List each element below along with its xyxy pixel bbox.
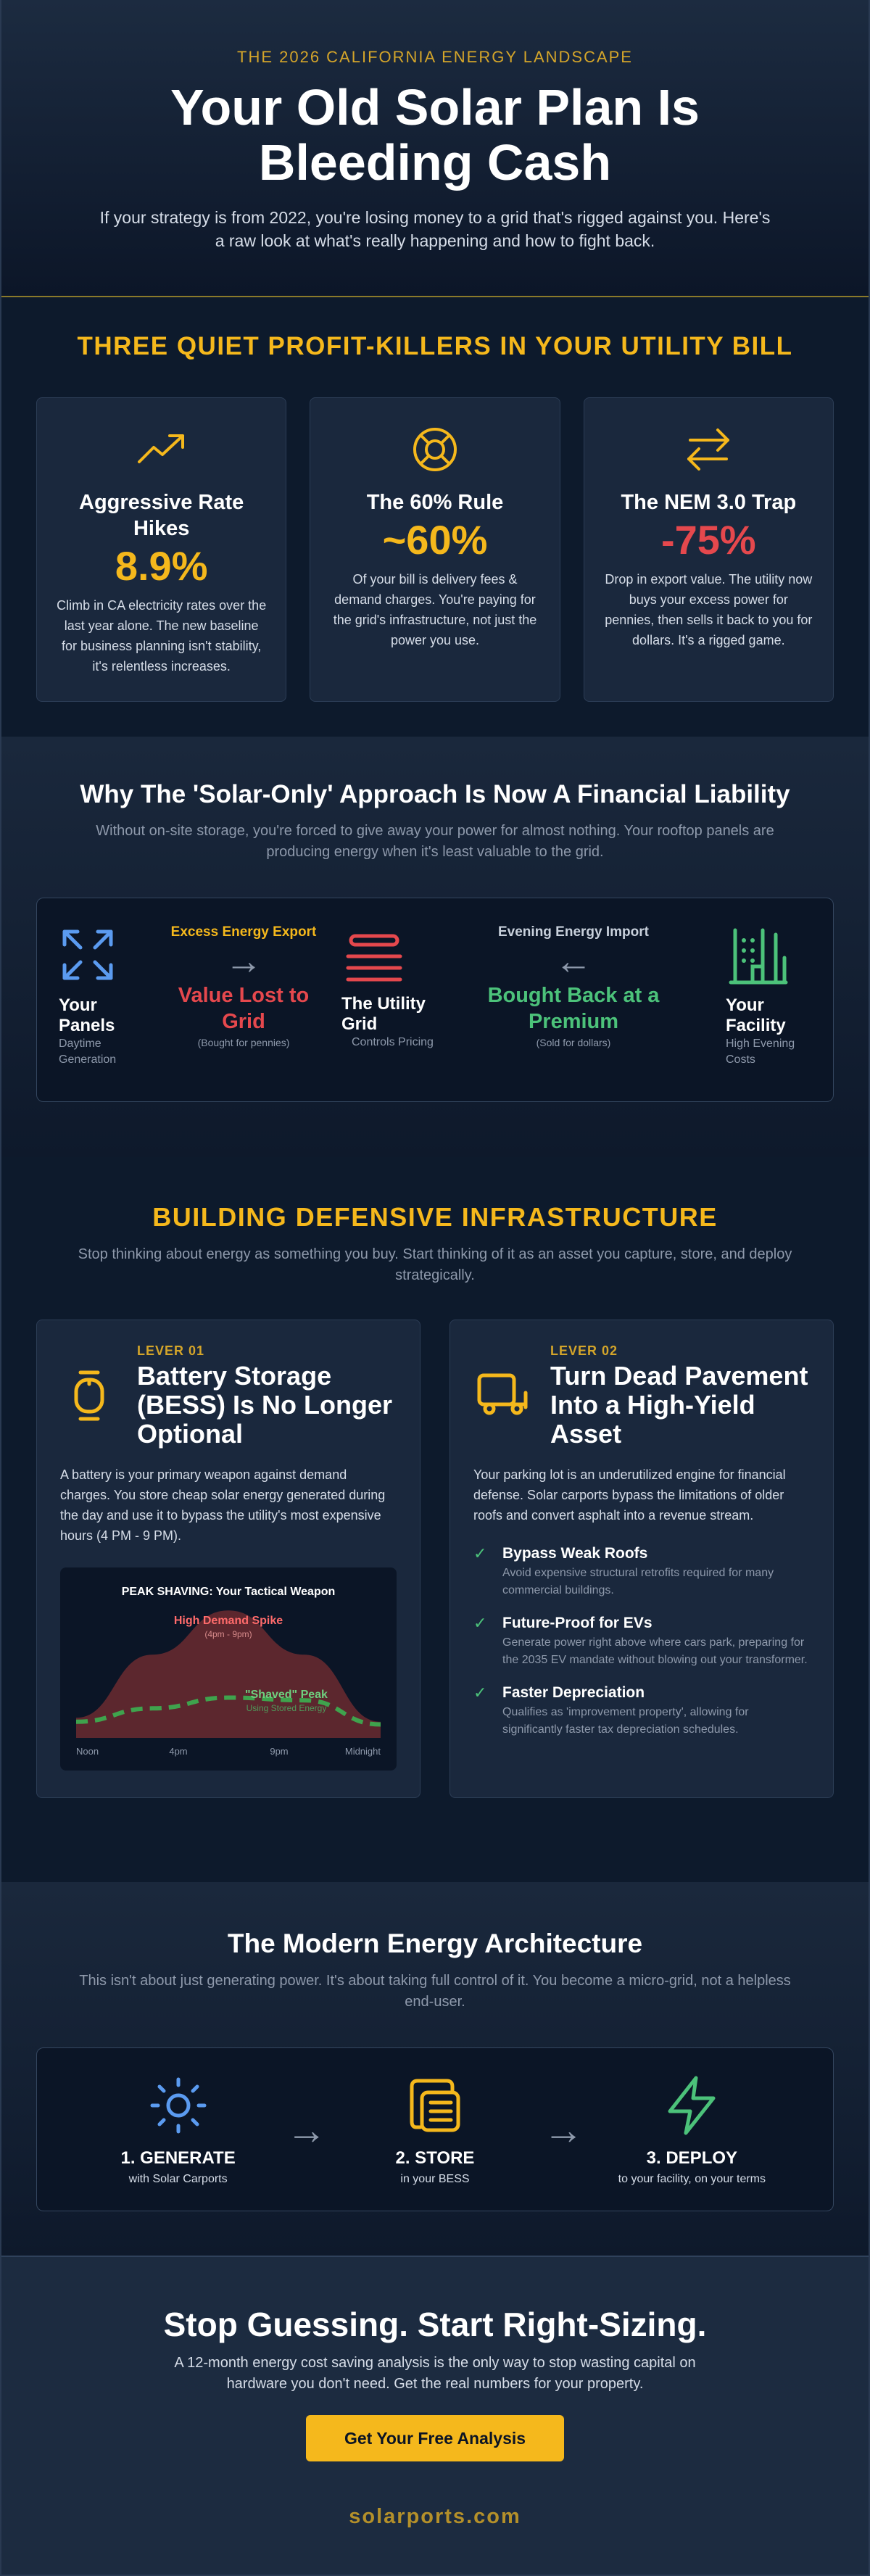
export-result: Value Lost to Grid [178,984,310,1033]
hero-title: Your Old Solar Plan Is Bleeding Cash [170,79,700,191]
benefit-title: Future-Proof for EVs [502,1615,652,1631]
sun-icon [91,2073,265,2138]
list-item [473,1614,810,1669]
step-sub: to your facility, on your terms [618,2173,766,2185]
list-item [473,1544,810,1599]
benefit-text: Generate power right above where cars park, preparing for the 2035 EV mandate without blowing out your transformer. [502,1636,808,1666]
grid-icon [341,933,407,984]
step-title: 2. STORE [395,2148,475,2168]
step-sub: with Solar Carports [128,2173,228,2185]
profit-killer-cards [1,397,869,702]
lever-title: Battery Storage (BESS) Is No Longer Optional [137,1361,393,1449]
profit-killers-section [1,297,869,737]
lever-tag: LEVER 01 [137,1343,205,1358]
step-title: 3. DEPLOY [646,2148,738,2168]
card-text: Drop in export value. The utility now buys your excess power for pennies, then sells it back to you for dollars. It's a rigged game. [605,572,813,647]
lever-carports [450,1320,834,1798]
chart-title: PEAK SHAVING: Your Tactical Weapon [121,1586,336,1598]
flow-panels [59,927,146,1068]
card-rate-hikes [36,397,286,702]
cta-section [1,2256,869,2575]
card-stat: 8.9% [115,543,208,589]
defensive-subtitle: Stop thinking about energy as something you buy. Start thinking of it as an asset you capture, store, and deploy strategically. [78,1246,792,1283]
card-sixty-rule [310,397,560,702]
architecture-steps [36,2047,834,2211]
shaved-annotation-note: Using Stored Energy [246,1703,327,1713]
flow-grid [341,933,443,1051]
brand-link[interactable]: solarports.com [349,2505,521,2528]
panels-sub: Daytime Generation [59,1038,117,1066]
architecture-section [1,1882,869,2256]
step-deploy [605,2073,779,2186]
swap-icon [603,426,814,473]
grid-title: The Utility Grid [341,994,426,1034]
liability-subtitle: Without on-site storage, you're forced to give away your power for almost nothing. Your rooftop panels are producing energy when it's least valuable to the grid. [96,823,774,860]
import-label: Evening Energy Import [498,924,649,940]
energy-flow-diagram [36,898,834,1102]
cta-text: A 12-month energy cost saving analysis is the only way to stop wasting capital on hardware you don't need. Get the real numbers for your property. [174,2355,696,2392]
facility-sub: High Evening Costs [726,1038,795,1066]
card-nem-trap [584,397,834,702]
levers [1,1320,869,1798]
spike-annotation: High Demand Spike [173,1615,283,1627]
shaved-annotation: "Shaved" Peak [245,1689,328,1701]
check-icon: ✓ [473,1614,487,1632]
benefit-list [473,1544,810,1739]
lever-header [60,1343,397,1449]
flow-import [479,924,668,1051]
building-icon [726,924,791,985]
x-tick-label: Noon [76,1746,99,1757]
benefit-title: Faster Depreciation [502,1684,645,1701]
x-tick-label: Midnight [344,1746,381,1757]
step-sub: in your BESS [400,2173,470,2185]
lever-body: A battery is your primary weapon against demand charges. You store cheap solar energy generated during the day and use it to bypass the utility's most expensive hours (4 PM - 9 PM). [60,1467,386,1543]
battery-icon [60,1358,118,1430]
card-text: Climb in CA electricity rates over the last year alone. The new baseline for business planning isn't stability, it's relentless increases. [57,598,267,674]
defensive-section [1,1157,869,1882]
arrow-right-icon: → [543,2106,584,2153]
export-note: (Bought for pennies) [197,1037,290,1048]
lightning-icon [605,2073,779,2138]
step-title: 1. GENERATE [120,2148,236,2168]
panels-title: Your Panels [59,995,115,1035]
check-icon: ✓ [473,1683,487,1702]
arrow-right-icon: → [286,2106,327,2153]
architecture-title: The Modern Energy Architecture [227,1929,643,1958]
arrow-right-icon: → [225,940,262,982]
flow-facility [726,924,827,1068]
grid-sub: Controls Pricing [352,1036,434,1048]
spike-annotation-note: (4pm - 9pm) [204,1629,252,1639]
facility-title: Your Facility [726,995,786,1035]
lever-body: Your parking lot is an underutilized engine for financial defense. Solar carports bypass the limitations of older roofs and convert asphalt into a revenue stream. [473,1467,786,1523]
cta-title: Stop Guessing. Start Right-Sizing. [163,2306,707,2343]
step-generate [91,2073,265,2186]
lever-title: Turn Dead Pavement Into a High-Yield Asset [550,1361,808,1449]
profit-killers-title: THREE QUIET PROFIT-KILLERS IN YOUR UTILITY BILL [77,332,793,360]
check-icon: ✓ [473,1544,487,1562]
lever-tag: LEVER 02 [550,1343,618,1358]
defensive-title: BUILDING DEFENSIVE INFRASTRUCTURE [152,1202,718,1232]
card-stat: -75% [660,517,756,563]
chart-svg [60,1567,397,1771]
list-item [473,1683,810,1739]
import-result: Bought Back at a Premium [487,984,660,1033]
hero-section [1,0,869,297]
arrow-left-icon: ← [555,940,592,982]
lifebuoy-icon [329,426,540,473]
lever-battery [36,1320,420,1798]
lever-header [473,1343,810,1449]
free-analysis-button[interactable]: Get Your Free Analysis [306,2415,564,2461]
hero-subtitle: If your strategy is from 2022, you're losing money to a grid that's rigged against you. Here's a raw look at what's really happening and how to fight back. [99,208,771,250]
export-label: Excess Energy Export [170,924,317,940]
step-store [348,2073,522,2186]
card-title: Aggressive Rate Hikes [79,491,244,540]
liability-section [1,737,869,1157]
trending-up-icon [56,426,267,473]
truck-icon [473,1358,531,1430]
x-tick-label: 9pm [270,1746,289,1757]
liability-title: Why The 'Solar-Only' Approach Is Now A Financial Liability [80,780,790,808]
card-title: The NEM 3.0 Trap [621,491,797,514]
card-text: Of your bill is delivery fees & demand charges. You're paying for the grid's infrastructure, not just the power you use. [333,572,537,647]
peak-shaving-chart [60,1567,397,1771]
card-title: The 60% Rule [366,491,504,514]
benefit-text: Avoid expensive structural retrofits required for many commercial buildings. [502,1567,774,1596]
benefit-text: Qualifies as 'improvement property', allowing for significantly faster tax depreciation schedules. [502,1706,749,1736]
expand-icon [59,927,117,982]
document-stack-icon [348,2073,522,2138]
import-note: (Sold for dollars) [536,1037,611,1048]
hero-eyebrow: THE 2026 CALIFORNIA ENERGY LANDSCAPE [237,48,633,66]
benefit-title: Bypass Weak Roofs [502,1545,648,1562]
x-tick-label: 4pm [169,1746,188,1757]
card-stat: ~60% [382,517,488,563]
architecture-subtitle: This isn't about just generating power. It's about taking full control of it. You become a micro-grid, not a helpless end-user. [79,1973,791,2010]
flow-export [160,924,327,1051]
